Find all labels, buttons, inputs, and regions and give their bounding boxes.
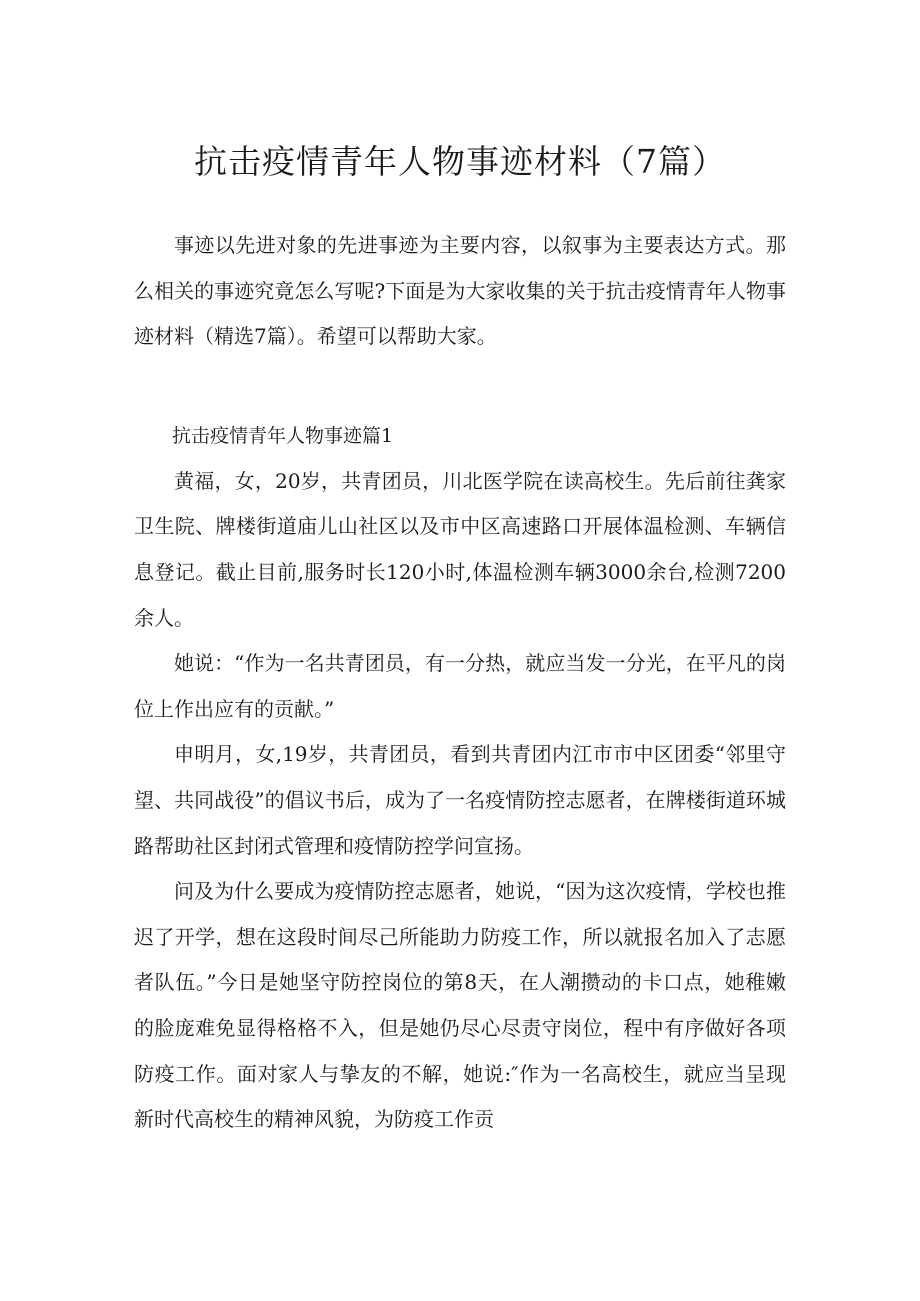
document-body [134,223,786,1143]
paragraph: 黄福，女，20岁，共青团员，川北医学院在读高校生。先后前往龚家卫生院、牌楼街道庙儿山社区以及市中区高速路口开展体温检测、车辆信息登记。截止目前,服务时长120小时,体温检测车辆3000余台,检测7200余人。 [134,468,786,630]
paragraph: 申明月，女,19岁，共青团员，看到共青团内江市市中区团委“邻里守望、共同战役”的倡议书后，成为了一名疫情防控志愿者，在牌楼街道环城路帮助社区封闭式管理和疫情防控学问宣扬。 [134,742,786,858]
section-heading: 抗击疫情青年人物事迹篇1 [172,424,394,447]
document-title: 抗击疫情青年人物事迹材料（7篇） [194,142,726,181]
paragraph: 问及为什么要成为疫情防控志愿者，她说，“因为这次疫情，学校也推迟了开学，想在这段时间尽己所能助力防疫工作，所以就报名加入了志愿者队伍。”今日是她坚守防控岗位的第8天，在人潮攒动的卡口点，她稚嫩的脸庞难免显得格格不入，但是她仍尽心尽责守岗位，程中有序做好各项防疫工作。面对家人与挚友的不解，她说:″作为一名高校生，就应当呈现新时代高校生的精神风貌，为防疫工作贡 [134,879,786,1132]
paragraph: 她说：“作为一名共青团员，有一分热，就应当发一分光，在平凡的岗位上作出应有的贡献。” [134,651,786,721]
spacer [134,360,786,414]
intro-paragraph: 事迹以先进对象的先进事迹为主要内容，以叙事为主要表达方式。那么相关的事迹究竟怎么写呢?下面是为大家收集的关于抗击疫情青年人物事迹材料（精选7篇）。希望可以帮助大家。 [134,233,786,349]
